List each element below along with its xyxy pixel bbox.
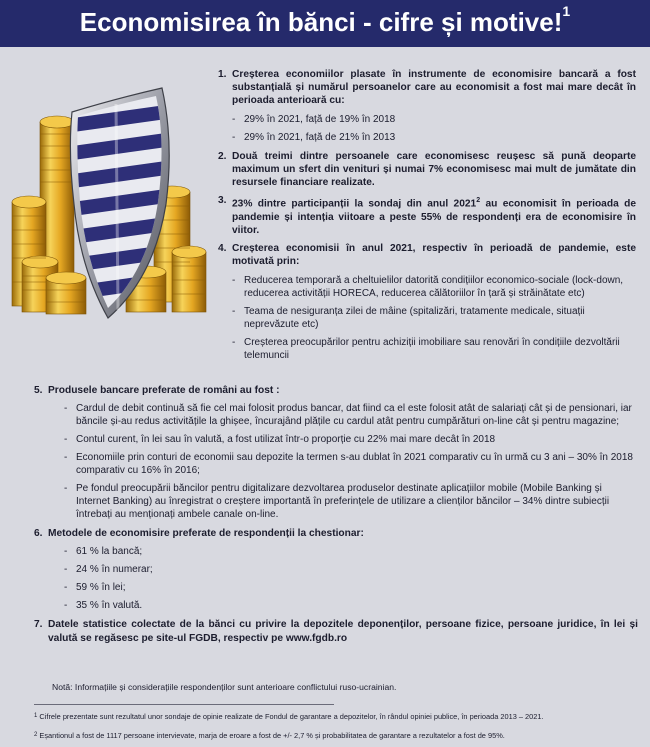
footnote-2: $^2$ Eșantionul a fost de 1117 persoane intervievate, marja de eroare a fost de +/- 2,7 % și probabilitatea de garantare a rezultatelor a fost de 95%. (34, 731, 505, 740)
footnote-divider (34, 704, 334, 705)
note: Notă: Informațiile și considerațiile respondenților sunt anterioare conflictului ruso-ucrainian. (52, 682, 397, 692)
list-item-4: 4. Creșterea economisii în anul 2021, respectiv în perioadă de pandemie, este motivată prin: (218, 243, 636, 268)
list-item: - 29% în 2021, față de 21% în 2013 (232, 131, 396, 143)
key-findings-list-bottom (34, 384, 638, 650)
list-item-2: 2. Două treimi dintre persoanele care economisesc reușesc să pună deoparte maximum un sfert din venituri și numai 7% economisesc mai mult de jumătate din resursele financiare realizate. (218, 150, 636, 189)
shield-coins-illustration (6, 82, 211, 322)
sublist-5 (64, 402, 638, 521)
list-item-7: 7. Datele statistice colectate de la bănci cu privire la depozitele deponenților, persoane fizice, persoane juridice, în lei și valută se regăsesc pe site-ul FGDB, respectiv pe www.fgdb.ro (34, 619, 638, 644)
list-item-1: 1. Creșterea economiilor plasate în instrumente de economisire bancară a fost substanțială și numărul persoanelor care au economisit a fost mai mare decât în perioada anterioară cu: (218, 69, 636, 107)
list-item: - Economiile prin conturi de economii sau depozite la termen s-au dublat în 2021 comparativ cu în urmă cu 3 ani – 30% în 2018 comparativ cu 16% în 2016; (64, 452, 633, 477)
list-item: - Reducerea temporară a cheltuielilor datorită condițiilor economico-sociale (lock-down, reducerea activității HORECA, reducerea călătoriilor în țară și străinătate etc) (232, 274, 624, 299)
list-item: - Pe fondul preocupării băncilor pentru digitalizare dezvoltarea produselor destinate aplicațiilor mobile (Mobile Banking și Internet Banking) au înregistrat o creștere importantă în preferințele de utilizare a clienților băncilor – 34% dintre subiecții întrebați au menționați ambele canale on-line. (64, 483, 610, 521)
page-title: Economisirea în bănci - cifre și motive!$^1$ (0, 0, 650, 47)
list-item: - 59 % în lei; (64, 582, 126, 594)
list-item: - Teama de nesiguranța zilei de mâine (spitalizări, tratamente medicale, situații neprevăzute etc) (232, 305, 585, 330)
list-item-3: 3. 23% dintre participanții la sondaj din anul 2021$^2$ au economisit în perioada de pandemie și intenția viitoare a peste 55% de respondenți era de economisire în viitor. (218, 195, 636, 237)
sublist-1 (232, 113, 636, 144)
list-item: - Creșterea preocupărilor pentru achiziții imobiliare sau renovări în condițiile dezvoltării telemuncii (232, 336, 620, 361)
key-findings-list-top (218, 68, 636, 368)
list-item: - 61 % la bancă; (64, 546, 143, 558)
list-item: - 24 % în numerar; (64, 564, 153, 576)
list-item: - 29% în 2021, față de 19% în 2018 (232, 113, 396, 125)
list-item: - Cardul de debit continuă să fie cel mai folosit produs bancar, dat fiind ca el este folosit atât de salariați cât și de pensionari, iar băncile și-au redus activitățile la ghișee, încurajând plățile cu cardul atât pentru cumpărături on-line cât și pentru magazine; (64, 403, 632, 428)
list-item: - 35 % în valută. (64, 600, 143, 612)
sublist-6 (64, 545, 638, 612)
list-item: - Contul curent, în lei sau în valută, a fost utilizat într-o proporție cu 22% mai mare decât în 2018 (64, 434, 496, 446)
list-item-5: 5. Produsele bancare preferate de români au fost : (34, 385, 280, 396)
fgdb-link[interactable]: www.fgdb.ro (285, 632, 348, 644)
footnote-1: $^1$ Cifrele prezentate sunt rezultatul unor sondaje de opinie realizate de Fondul de garantare a depozitelor, în rândul opiniei publice, în perioada 2013 – 2021. (34, 712, 544, 721)
list-item-6: 6. Metodele de economisire preferate de respondenții la chestionar: (34, 528, 364, 540)
sublist-4 (232, 274, 636, 362)
